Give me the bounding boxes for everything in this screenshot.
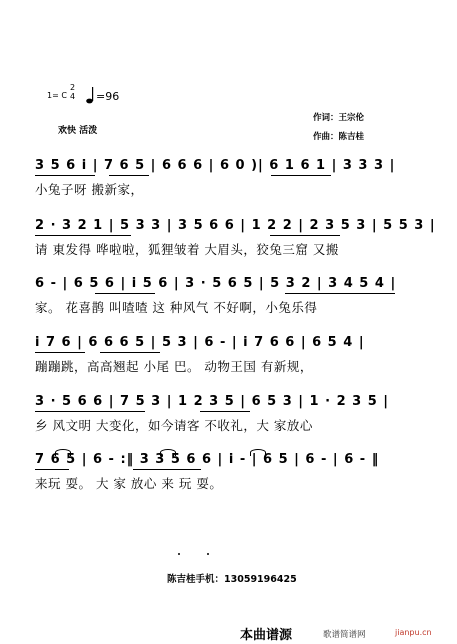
stray-dot: [178, 553, 180, 555]
beam-underline: [35, 235, 131, 236]
composer-credit: 作曲：陈吉桂: [313, 132, 365, 142]
time-bottom: 4: [70, 92, 76, 101]
beam-underline: [133, 469, 201, 470]
beam-underline: [95, 293, 155, 294]
quarter-note-icon: [86, 86, 94, 104]
beam-underline: [35, 352, 85, 353]
tie-slur: [250, 449, 266, 456]
beam-underline: [200, 411, 250, 412]
tie-slur: [160, 449, 176, 456]
lyricist-credit: 作词：王宗伦: [313, 113, 365, 123]
lyric-line: 乡 风文明 大变化，如今请客 不收礼，大 家放心: [35, 418, 313, 433]
tempo-mark: 欢快 活泼: [58, 126, 98, 136]
notation-line: 2 · 3 2 1 | 5 3 3 | 3 5 6 6 | 1 2 2 | 2 3 5 3 | 5 5 3 |: [35, 218, 436, 233]
tempo-bpm: =96: [96, 90, 120, 103]
beam-underline: [285, 293, 395, 294]
stray-dot: [207, 553, 209, 555]
notation-line: 6 - | 6 5 6 | i 5 6 | 3 · 5 6 5 | 5 3 2 | 3 4 5 4 |: [35, 276, 397, 291]
time-top: 2: [70, 83, 76, 92]
contact-phone: 陈吉桂手机：13059196425: [167, 574, 297, 585]
watermark-url: jianpu.cn: [395, 628, 432, 637]
lyric-line: 小兔子呀 搬新家，: [35, 182, 144, 197]
key-signature: 1= C: [47, 91, 67, 100]
notation-line: 3 · 5 6 6 | 7 5 3 | 1 2 3 5 | 6 5 3 | 1 · 2 3 5 |: [35, 394, 390, 409]
beam-underline: [35, 175, 95, 176]
lyric-line: 蹦蹦跳，高高翘起 小尾 巴。 动物王国 有新规，: [35, 359, 313, 374]
notation-line: 3 5 6 i | 7 6 5 | 6 6 6 | 6 0 )| 6 1 6 1 | 3 3 3 |: [35, 158, 396, 173]
time-signature: [70, 83, 75, 101]
beam-underline: [100, 352, 160, 353]
beam-underline: [270, 235, 340, 236]
notation-line: i 7 6 | 6 6 6 5 | 5 3 | 6 - | i 7 6 6 | 6 5 4 |: [35, 335, 365, 350]
notation-line: 7 6 5 | 6 - :‖ 3 3 5 6 6 | i - | 6 5 | 6 - | 6 - ‖: [35, 452, 380, 467]
tie-slur: [55, 449, 71, 456]
beam-underline: [109, 175, 149, 176]
lyric-line: 请 東发得 哗啦啦，狐狸皱着 大眉头，狡兔三窟 又搬: [35, 242, 339, 257]
source-label: 本曲谱源: [240, 628, 293, 643]
beam-underline: [35, 411, 145, 412]
beam-underline: [271, 175, 331, 176]
watermark-text: 歌谱简谱网: [323, 630, 366, 640]
beam-underline: [35, 469, 69, 470]
lyric-line: 家。 花喜鹊 叫喳喳 这 种风气 不好啊，小兔乐得: [35, 300, 318, 315]
lyric-line: 来玩 耍。 大 家 放心 来 玩 耍。: [35, 476, 223, 491]
